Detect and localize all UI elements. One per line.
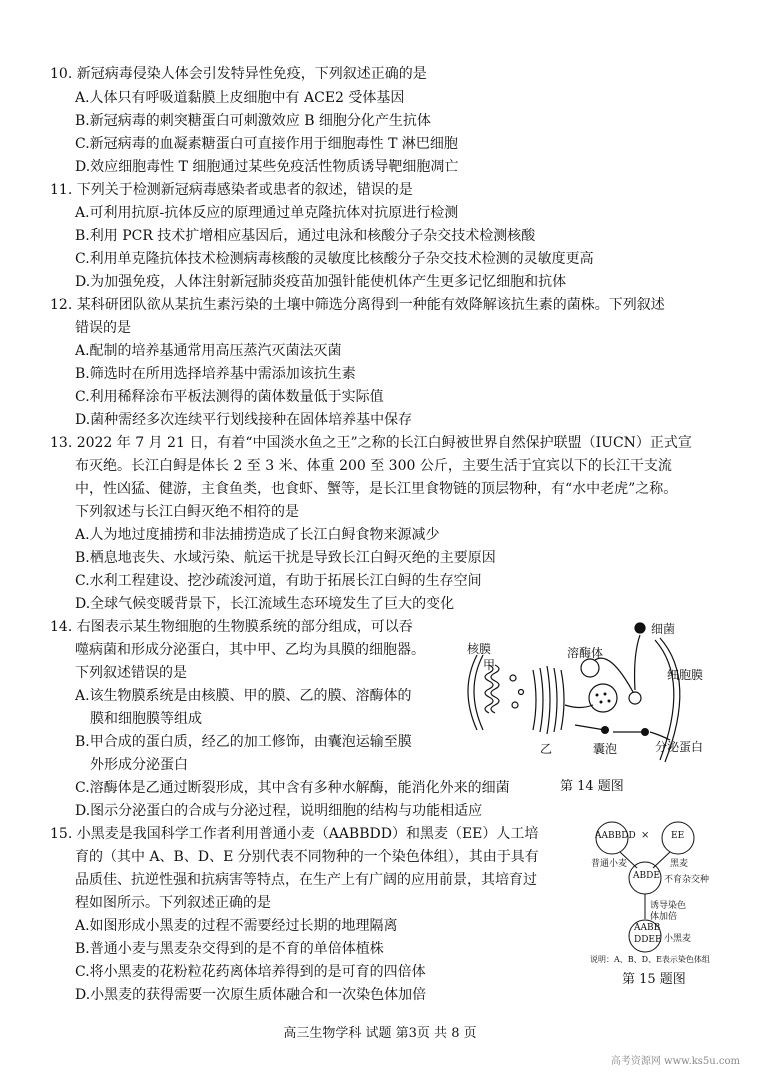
q13-stem-line4: 下列叙述与长江白鲟灭绝不相符的是 bbox=[75, 504, 299, 520]
q10-stem: 10. 新冠病毒侵染人体会引发特异性免疫，下列叙述正确的是 bbox=[50, 66, 427, 82]
figure-15-caption: 第 15 题图 bbox=[622, 972, 686, 987]
q14-option-c: C.溶酶体是乙通过断裂形成，其中含有多种水解酶，能消化外来的细菌 bbox=[75, 780, 510, 796]
q13-option-b: B.栖息地丧失、水域污染、航运干扰是导致长江白鲟灭绝的主要原因 bbox=[75, 550, 496, 566]
q13-option-a: A.人为地过度捕捞和非法捕捞造成了长江白鲟食物来源减少 bbox=[75, 527, 440, 543]
q14-option-b-line2: 外形成分泌蛋白 bbox=[90, 757, 188, 773]
fig15-treatment-line1: 诱导染色 bbox=[650, 901, 687, 911]
q14-option-a-line1: A.该生物膜系统是由核膜、甲的膜、乙的膜、溶酶体的 bbox=[75, 688, 412, 704]
fig15-wheat-label: 普通小麦 bbox=[591, 859, 628, 869]
figure-14-caption: 第 14 题图 bbox=[560, 779, 624, 794]
fig14-label-cell-membrane: 细胞膜 bbox=[667, 668, 704, 682]
fig14-label-bacteria: 细菌 bbox=[651, 622, 676, 636]
q11-stem: 11. 下列关于检测新冠病毒感染者或患者的叙述，错误的是 bbox=[50, 182, 413, 198]
fig14-label-vesicle: 囊泡 bbox=[593, 742, 618, 756]
fig14-label-secreted-protein: 分泌蛋白 bbox=[655, 740, 704, 754]
q15-option-a: A.如图形成小黑麦的过程不需要经过长期的地理隔离 bbox=[75, 918, 398, 934]
q15-stem-line1: 15. 小黑麦是我国科学工作者利用普通小麦（AABBDD）和黑麦（EE）人工培 bbox=[50, 826, 539, 842]
fig15-rye-label: 黑麦 bbox=[670, 859, 689, 869]
q13-stem-line1: 13. 2022 年 7 月 21 日，有着“中国淡水鱼之王”之称的长江白鲟被世界自然保护联盟（IUCN）正式宣 bbox=[50, 435, 692, 451]
q12-option-a: A.配制的培养基通常用高压蒸汽灭菌法灭菌 bbox=[75, 343, 342, 359]
fig15-triticale-genome-line2: DDEE bbox=[634, 935, 662, 945]
fig15-cross-symbol: × bbox=[641, 830, 650, 841]
fig14-label-lysosome: 溶酶体 bbox=[567, 646, 604, 660]
q15-stem-line2: 育的（其中 A、B、D、E 分别代表不同物种的一个染色体组），其由于具有 bbox=[75, 849, 539, 865]
fig15-wheat-genome: AABBDD bbox=[595, 831, 636, 841]
figure-14-cell-diagram bbox=[455, 610, 705, 770]
fig14-label-jia: 甲 bbox=[483, 658, 496, 672]
q10-option-d: D.效应细胞毒性 T 细胞通过某些免疫活性物质诱导靶细胞凋亡 bbox=[75, 159, 459, 175]
q11-option-d: D.为加强免疫，人体注射新冠肺炎疫苗加强针能使机体产生更多记忆细胞和抗体 bbox=[75, 274, 567, 290]
q12-option-d: D.菌种需经多次连续平行划线接种在固体培养基中保存 bbox=[75, 412, 413, 428]
q14-option-b-line1: B.甲合成的蛋白质，经乙的加工修饰，由囊泡运输至膜 bbox=[75, 734, 412, 750]
fig15-triticale-label: 小黑麦 bbox=[664, 934, 692, 944]
q14-option-a-line2: 膜和细胞膜等组成 bbox=[90, 711, 202, 727]
fig14-label-yi: 乙 bbox=[540, 742, 553, 756]
fig15-note: 说明：A、B、D、E表示染色体组 bbox=[590, 955, 710, 964]
q13-option-c: C.水利工程建设、挖沙疏浚河道，有助于拓展长江白鲟的生存空间 bbox=[75, 573, 482, 589]
q15-option-d: D.小黑麦的获得需要一次原生质体融合和一次染色体加倍 bbox=[75, 987, 427, 1003]
q11-option-b: B.利用 PCR 技术扩增相应基因后，通过电泳和核酸分子杂交技术检测核酸 bbox=[75, 228, 536, 244]
q15-stem-line4: 程如图所示。下列叙述正确的是 bbox=[75, 895, 271, 911]
q11-option-c: C.利用单克隆抗体技术检测病毒核酸的灵敏度比核酸分子杂交技术检测的灵敏度更高 bbox=[75, 251, 594, 267]
fig15-hybrid-label: 不育杂交种 bbox=[664, 875, 710, 885]
fig14-label-nuclear-membrane: 核膜 bbox=[467, 642, 492, 656]
fig15-treatment-line2: 体加倍 bbox=[650, 912, 678, 922]
q13-stem-line2: 布灭绝。长江白鲟是体长 2 至 3 米、体重 200 至 300 公斤，主要生活于宜宾以下的长江干支流 bbox=[75, 458, 672, 474]
q12-stem-line2: 错误的是 bbox=[75, 320, 131, 336]
q14-option-d: D.图示分泌蛋白的合成与分泌过程，说明细胞的结构与功能相适应 bbox=[75, 803, 483, 819]
q10-option-c: C.新冠病毒的血凝素糖蛋白可直接作用于细胞毒性 T 淋巴细胞 bbox=[75, 136, 458, 152]
q14-stem-line3: 下列叙述错误的是 bbox=[75, 665, 187, 681]
q12-option-c: C.利用稀释涂布平板法测得的菌体数量低于实际值 bbox=[75, 389, 384, 405]
q15-option-b: B.普通小麦与黑麦杂交得到的是不育的单倍体植株 bbox=[75, 941, 384, 957]
figure-15-breeding-diagram bbox=[590, 818, 720, 968]
q11-option-a: A.可利用抗原-抗体反应的原理通过单克隆抗体对抗原进行检测 bbox=[75, 205, 459, 221]
q13-stem-line3: 中，性凶猛、健游，主食鱼类，也食虾、蟹等，是长江里食物链的顶层物种，有“水中老虎”之称。 bbox=[75, 481, 678, 497]
fig15-triticale-genome-line1: AABB bbox=[634, 923, 661, 933]
q15-stem-line3: 品质佳、抗逆性强和抗病害等特点，在生产上有广阔的应用前景，其培育过 bbox=[75, 872, 537, 888]
q13-option-d: D.全球气候变暖背景下，长江流域生态环境发生了巨大的变化 bbox=[75, 596, 455, 612]
q14-stem-line1: 14. 右图表示某生物细胞的生物膜系统的部分组成，可以吞 bbox=[50, 619, 413, 635]
q14-stem-line2: 噬病菌和形成分泌蛋白，其中甲、乙均为具膜的细胞器。 bbox=[75, 642, 425, 658]
page-footer: 高三生物学科 试题 第3页 共 8 页 bbox=[283, 1026, 477, 1041]
fig15-hybrid-genome: ABDE bbox=[633, 871, 660, 881]
q12-option-b: B.筛选时在所用选择培养基中需添加该抗生素 bbox=[75, 366, 356, 382]
q10-option-b: B.新冠病毒的刺突糖蛋白可刺激效应 B 细胞分化产生抗体 bbox=[75, 113, 431, 129]
q10-option-a: A.人体只有呼吸道黏膜上皮细胞中有 ACE2 受体基因 bbox=[75, 90, 405, 106]
fig15-rye-genome: EE bbox=[671, 831, 685, 841]
q12-stem-line1: 12. 某科研团队欲从某抗生素污染的土壤中筛选分离得到一种能有效降解该抗生素的菌株。下列叙述 bbox=[50, 297, 665, 313]
watermark: 高考资源网 www.ks5u.com bbox=[610, 1056, 740, 1067]
q15-option-c: C.将小黑麦的花粉粒花药离体培养得到的是可育的四倍体 bbox=[75, 964, 426, 980]
